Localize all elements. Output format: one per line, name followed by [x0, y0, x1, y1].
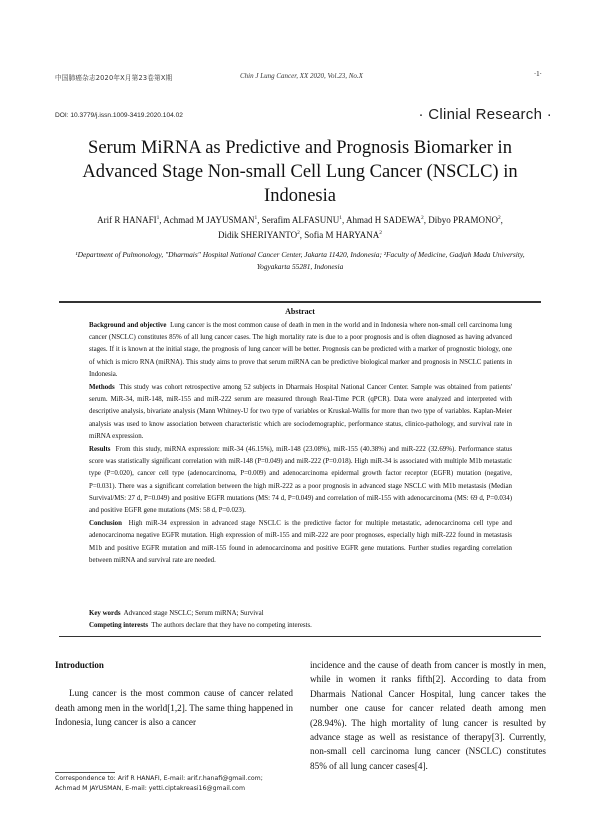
footnote-rule: [55, 772, 115, 773]
intro-paragraph-left: Lung cancer is the most common cause of cancer related death among men in the world[1,2]. The same thing happened in Indonesia, lung cancer is also a cancer: [55, 688, 293, 728]
author-4: Ahmad H SADEWA$^2$: [346, 215, 424, 225]
paper-title: Serum MiRNA as Predictive and Prognosis Biomarker in Advanced Stage Non-small Cell Lung Cancer (NSCLC) in Indonesia: [82, 138, 518, 206]
abstract-heading: Abstract: [285, 307, 315, 316]
intro-heading: Introduction: [55, 660, 104, 670]
abstract-methods: Methods This study was cohort retrospective among 52 subjects in Dharmais Hospital National Cancer Center. Sample was obtained from patients' serum. MiR-34, miR-148, miR-155 and miR-222 serum are measured through Real-Time PCR (qPCR). Data were analyzed and interpreted with descriptive analysis, bivariate analysis (Mann Whitney-U for two type of variables or Kruskal-Wallis for more than two type of variables. Kaplan-Meier analysis was used to know association between characteristic which are sociodemographic, performance status, clinico-pathology, and survival rate in miRNA expression.: [89, 384, 512, 440]
author-6: Didik SHERIYANTO$^2$: [217, 230, 300, 240]
abstract-conclusion: Conclusion High miR-34 expression in advanced stage NSCLC is the predictive factor for multiple metastatic, adenocarcinoma cell type and adenocarcinoma negative EGFR mutation. High expression of miR-155 and miR-222 are poor prognoses, especially high miR-222 found in metastasis M1b and positive EGFR mutation and miR-155 found in adenocarcinoma and positive EGFR gene mutations. Further studies regarding correlation between miRNA and survival rate are needed.: [89, 520, 512, 564]
footnote-line-1: Correspondence to: Arif R HANAFI, E-mail: arif.r.hanafi@gmail.com;: [55, 775, 263, 782]
affiliations: ¹Department of Pulmonology, "Dharmais" Hospital National Cancer Center, Jakarta 11420, Indonesia; ²Faculty of Medicine, Gadjah Mada University, Yogyakarta 55281, Indonesia: [75, 250, 525, 271]
competing-interests: Competing interests The authors declare that they have no competing interests.: [89, 622, 312, 629]
abstract-top-rule: [59, 301, 541, 303]
journal-header-en: Chin J Lung Cancer, XX 2020, Vol.23, No.X: [240, 72, 363, 80]
author-7: Sofia M HARYANA$^2$: [304, 230, 382, 240]
author-list: Arif R HANAFI$^1$, Achmad M JAYUSMAN$^1$, Serafim ALFASUNU$^1$, Ahmad H SADEWA$^2$, Dibyo PRAMONO$^2$, Didik SHERIYANTO$^2$, Sofia M HARYANA$^2$: [97, 215, 503, 240]
footnote-line-2: Achmad M JAYUSMAN, E-mail: yetti.ciptakreasi16@gmail.com: [55, 785, 245, 792]
column-left: [55, 658, 293, 730]
keywords-block: [89, 608, 512, 632]
author-5: Dibyo PRAMONO$^2$: [428, 215, 501, 225]
abstract-background: Background and objective Lung cancer is the most common cause of death in men in the world and in Indonesia where non-small cell carcinoma lung cancer (NSCLC) constitutes 85% of all lung cancer cases. The high mortality rate is due to a poor prognosis and is often diagnosed as having advanced stages. If it is known at the initial stage, the prognosis of lung cancer will be better. Prognosis can be predicted with a marker of prognostic biology, one of which is micro RNA (miRNA). This study aims to prove that serum miRNA can be predictive biological marker and prognosis in NSCLC patients in Indonesia.: [89, 322, 512, 378]
journal-header-cn: 中国肺癌杂志2020年X月第23卷第X期: [55, 74, 173, 82]
doi: DOI: 10.3779/j.issn.1009-3419.2020.104.02: [55, 112, 183, 119]
correspondence-footnote: [55, 774, 300, 794]
author-1: Arif R HANAFI$^1$: [97, 215, 160, 225]
abstract-results: Results From this study, miRNA expression: miR-34 (46.15%), miR-148 (23.08%), miR-155 (40.38%) and miR-222 (32.69%). Performance status score was statistically significant correlation with miR-148 (P=0.049) and miR-222 (P=0.018). High miR-34 is associated with multiple M1b metastatic type (P=0.020), cancer cell type (adenocarcinoma, P=0.009) and adenocarcinoma epidermal growth factor receptor (EGFR) mutation (negative, P=0.031). There was a significant correlation between the high miR-222 as a poor prognosis in advanced stage NSCLC with M1b metastasis (Median Survival/MS: 27 d, P=0.049) and positive EGFR mutations (MS: 74 d, P=0.049) and correlation of miR-155 with adenocarcinoma (MS: 69 d, P=0.034) and positive EGFR gene mutations (MS: 58 d, P=0.023).: [89, 446, 512, 515]
abstract-body: [89, 320, 512, 568]
section-tag: · Clinial Research ·: [418, 106, 552, 123]
intro-paragraph-right: incidence and the cause of death from cancer is mostly in men, while in women it ranks fifth[2]. According to data from Dharmais National Cancer Hospital, lung cancer takes the number one cause for cancer related death among men (28.94%). The high mortality of lung cancer is resulted by advance stage as well as resistance of therapy[3]. Currently, non-small cell carcinoma lung cancer (NSCLC) constitutes 85% of all lung cancer cases[4].: [310, 660, 546, 771]
column-right: [310, 658, 546, 773]
author-3: Serafim ALFASUNU$^1$: [261, 215, 342, 225]
abstract-bottom-rule: [59, 636, 541, 637]
page-number: ·1·: [533, 70, 542, 78]
author-2: Achmad M JAYUSMAN$^1$: [163, 215, 258, 225]
keywords: Key words Advanced stage NSCLC; Serum miRNA; Survival: [89, 610, 264, 617]
